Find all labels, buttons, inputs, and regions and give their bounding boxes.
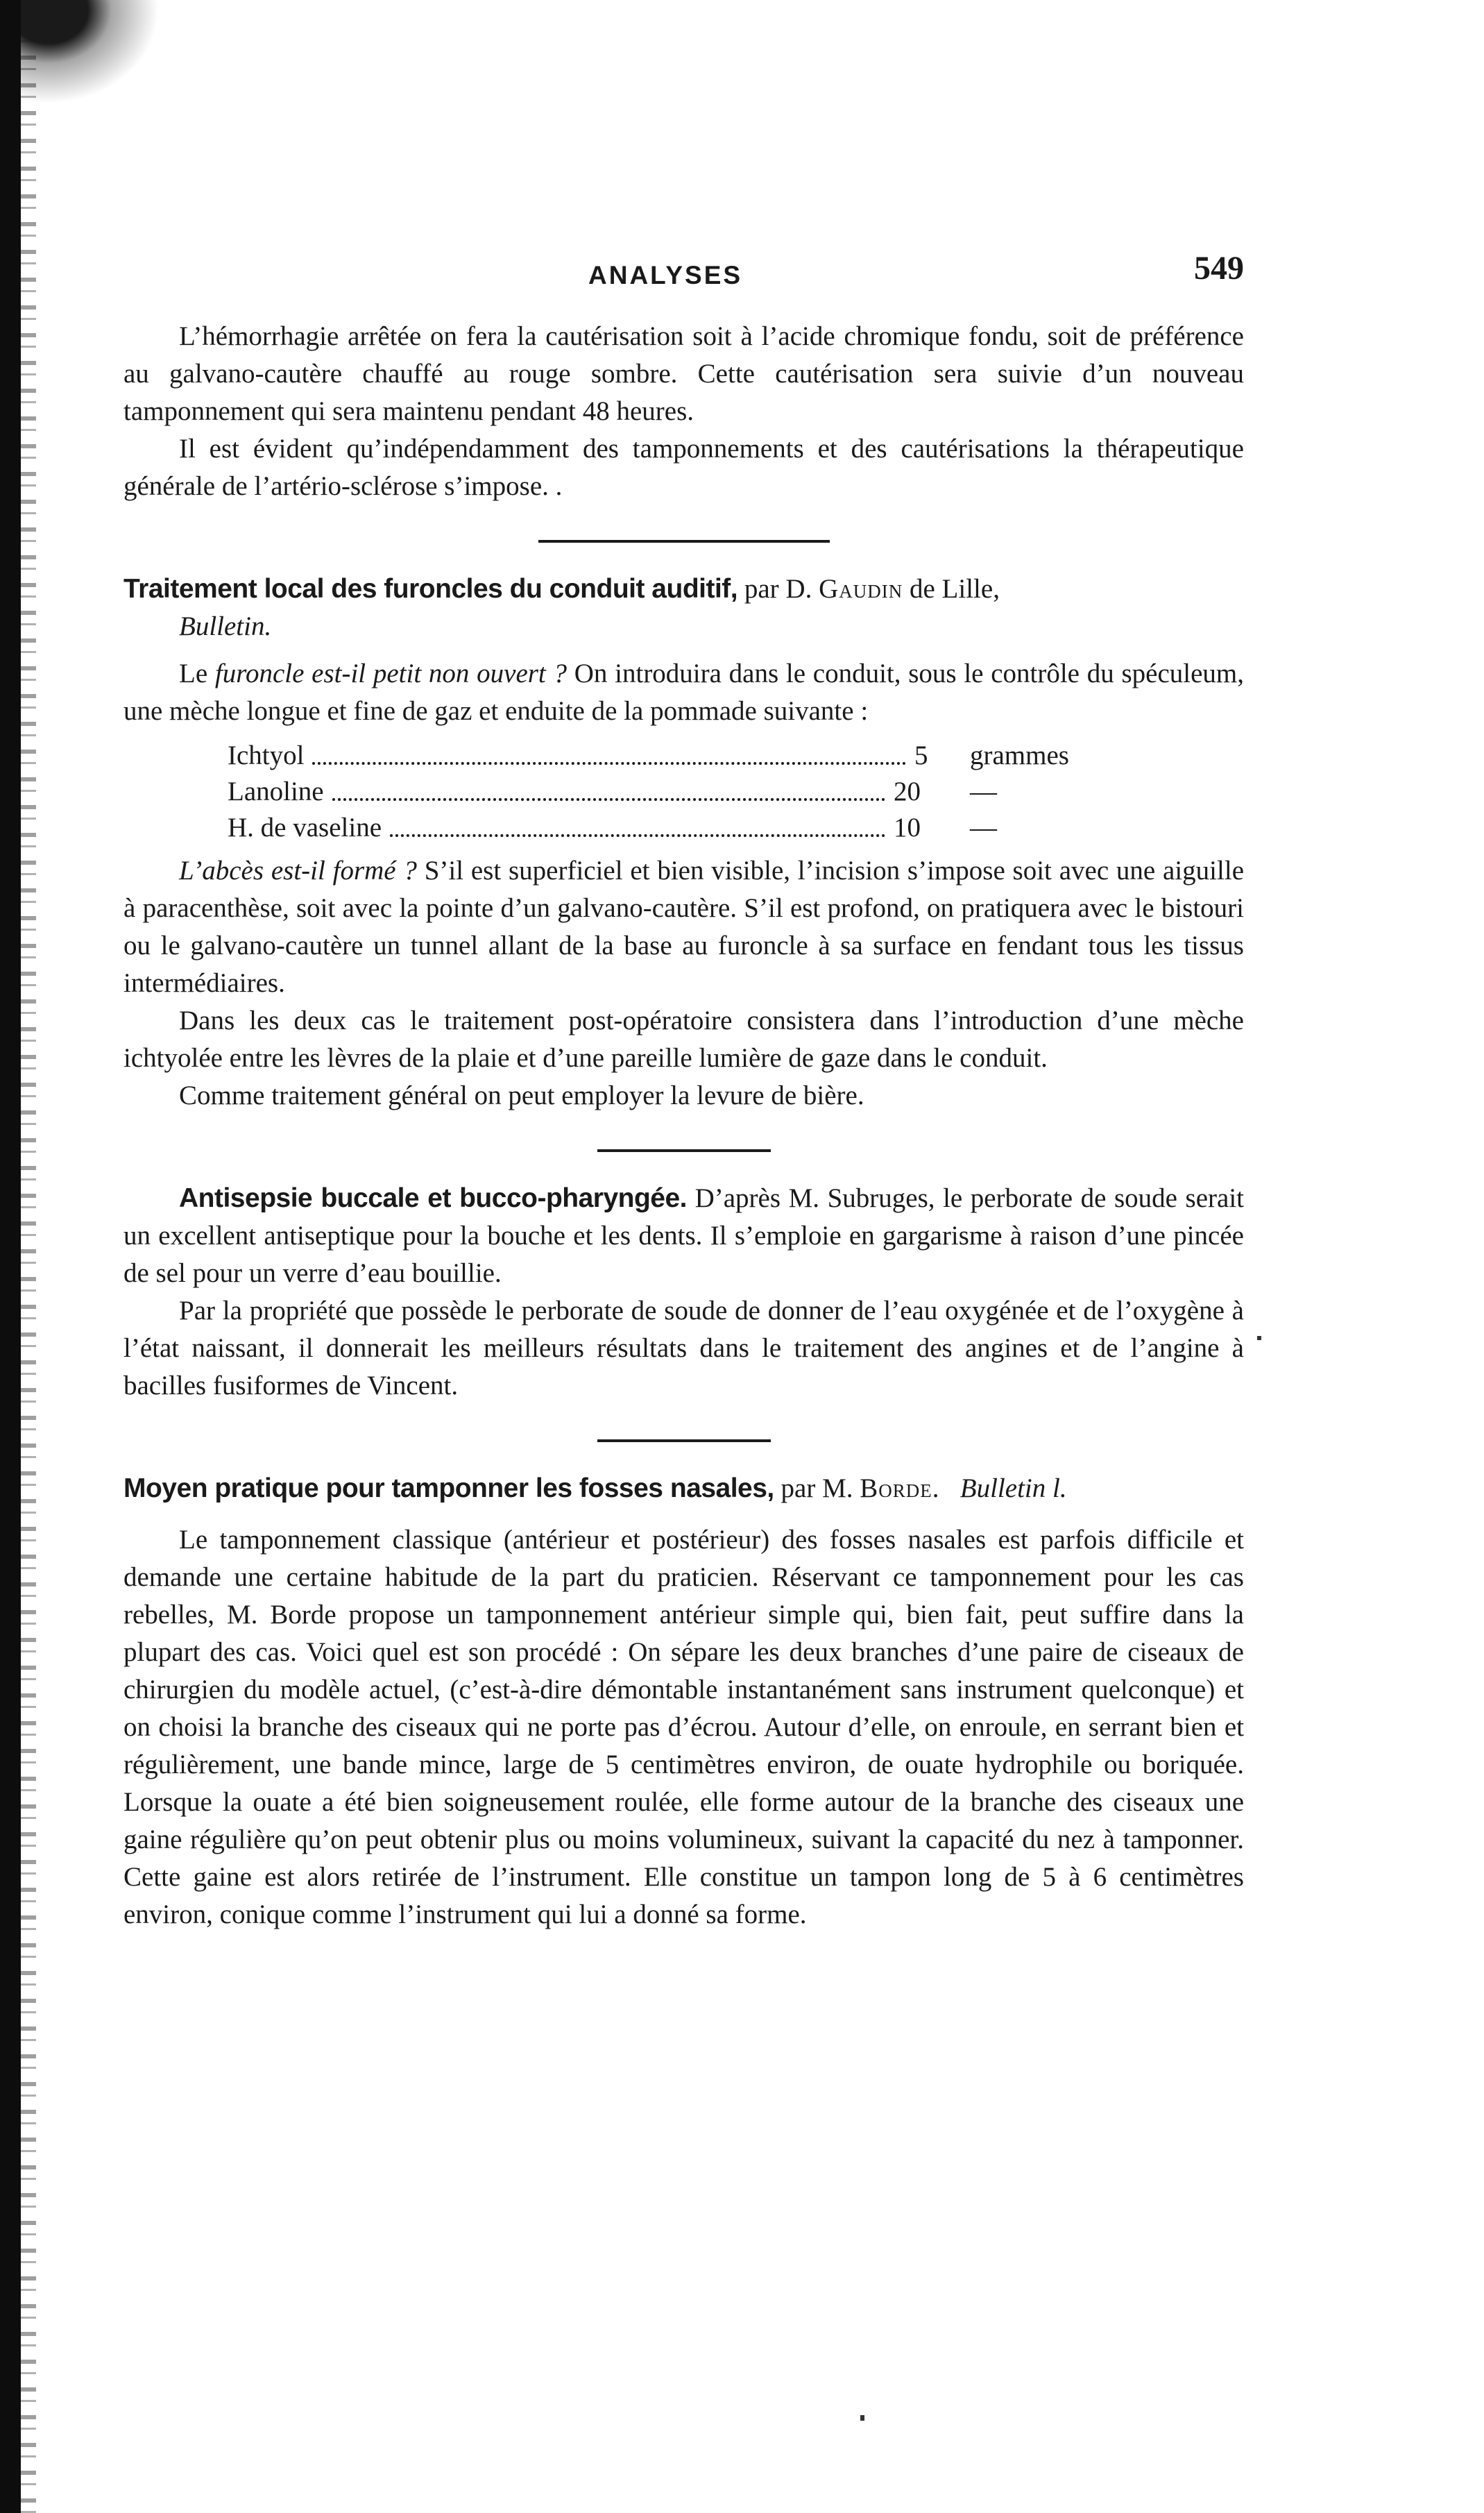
article-antisepsie-text: D’après M. Subruges, le perborate de soude serait un excellent antiseptique pour la bouche et les dents. Il s’emploie en gargarisme à raison d’une pincée de sel pour un verre d’eau bouillie. — [123, 1183, 1244, 1288]
article-furoncles-title: Traitement local des furoncles du conduit auditif, — [123, 574, 738, 604]
article-furoncles-by: par D. — [737, 574, 819, 604]
article-antisepsie-title: Antisepsie buccale et bucco-pharyngée. — [179, 1183, 688, 1213]
running-title: ANALYSES — [588, 261, 743, 289]
article-antisepsie — [123, 1180, 1244, 1405]
scan-speck — [860, 2415, 864, 2421]
intro-paragraph-1: L’hémorrhagie arrêtée on fera la cautérisation soit à l’acide chromique fondu, soit de préférence au galvano-cautère chauffé au rouge sombre. Cette cautérisation sera suivie d’un nouveau tamponnement qui sera maintenu pendant 48 heures. — [123, 321, 1244, 426]
section-divider-3 — [597, 1439, 771, 1442]
article-furoncles-q1-lead: Le — [179, 659, 215, 688]
article-furoncles — [123, 570, 1244, 1115]
article-tamponnement-heading — [123, 1470, 1244, 1507]
article-tamponnement-paragraph-1: Le tamponnement classique (antérieur et postérieur) des fosses nasales est parfois difficile et demande une certaine habitude de la part du praticien. Réservant ce tamponnement pour les cas rebelles, M. Borde propose un tamponnement antérieur simple qui, bien fait, peut suffire dans la plupart des cas. Voici quel est son procédé : On sépare les deux branches d’une paire de ciseaux de chirurgien du modèle actuel, (c’est-à-dire démontable instantanément sans instrument quelconque) et on choisi la branche des ciseaux qui ne porte pas d’écrou. Autour d’elle, on enroule, en serrant bien et régulièrement, une bande mince, large de 5 centimètres environ, de ouate hydrophile ou boriquée. Lorsque la ouate a été bien soigneusement roulée, elle forme autour de la branche des ciseaux une gaine régulière qu’on peut obtenir plus ou moins volumineux, suivant la capacité du nez à tamponner. Cette gaine est alors retirée de l’instrument. Elle constitue un tampon long de 5 à 6 centimètres environ, conique comme l’instrument qui lui a donné sa forme. — [123, 1525, 1244, 1929]
formula-row — [228, 809, 1129, 845]
formula-quantity: 10 — [894, 813, 921, 843]
article-furoncles-q1-text: On introduira dans le conduit, sous le contrôle du spéculeum, une mèche longue et fine de gaz et enduite de la pommade suivante : — [123, 659, 1244, 726]
formula-table — [228, 737, 1129, 845]
formula-row — [228, 773, 1129, 809]
article-furoncles-q2-text: S’il est superficiel et bien visible, l’incision s’impose soit avec une aiguille à paracenthèse, soit avec la pointe d’un galvano-cautère. S’il est profond, on pratiquera avec le bistouri ou le galvano-cautère un tunnel allant de la base au furoncle à sa surface en fendant tous les tissus intermédiaires. — [123, 856, 1245, 998]
formula-unit: — — [970, 813, 997, 843]
article-antisepsie-paragraph-2: Par la propriété que possède le perborate de soude de donner de l’eau oxygénée et de l’oxygène à l’état naissant, il donnerait les meilleurs résultats dans le traitement des angines et de l’angine à bacilles fusiformes de Vincent. — [123, 1296, 1244, 1401]
formula-unit: — — [970, 777, 997, 806]
article-furoncles-q2-question: L’abcès est-il formé ? — [179, 856, 417, 886]
article-furoncles-author: Gaudin — [819, 574, 903, 604]
page-number: 549 — [1194, 250, 1244, 287]
scan-binding-edge — [0, 0, 21, 2513]
formula-quantity: 20 — [894, 777, 921, 806]
scan-speck — [1257, 1336, 1261, 1340]
formula-leader-dots — [312, 745, 906, 765]
section-divider-1 — [538, 540, 830, 543]
formula-ingredient: H. de vaseline — [228, 813, 382, 843]
article-antisepsie-paragraph-1 — [123, 1180, 1244, 1292]
formula-ingredient: Ichtyol — [228, 741, 305, 770]
article-tamponnement-author: Borde. — [860, 1473, 940, 1503]
section-divider-2 — [597, 1149, 771, 1152]
article-furoncles-paragraph-4: Comme traitement général on peut employer la levure de bière. — [179, 1081, 864, 1110]
article-tamponnement-source: Bulletin l. — [960, 1473, 1067, 1503]
article-furoncles-source: Bulletin. — [179, 611, 272, 641]
scan-corner-blot — [21, 0, 160, 104]
article-tamponnement-title: Moyen pratique pour tamponner les fosses nasales, — [123, 1473, 774, 1503]
formula-quantity: 5 — [914, 741, 928, 770]
formula-leader-dots — [390, 818, 885, 837]
article-furoncles-after-author: de Lille, — [903, 574, 1000, 604]
page-content — [123, 250, 1244, 1934]
page-header — [123, 250, 1244, 291]
formula-leader-dots — [332, 781, 885, 801]
article-tamponnement — [123, 1470, 1244, 1934]
article-tamponnement-by: par M. — [774, 1473, 860, 1503]
article-furoncles-q1 — [123, 655, 1244, 730]
scan-edge-noise — [21, 0, 36, 2513]
formula-ingredient: Lanoline — [228, 777, 324, 806]
article-furoncles-q2 — [123, 852, 1244, 1002]
formula-unit: grammes — [970, 741, 1069, 770]
article-furoncles-heading — [123, 570, 1244, 645]
article-furoncles-q1-question: furoncle est-il petit non ouvert ? — [214, 659, 568, 688]
intro-paragraph-2: Il est évident qu’indépendamment des tamponnements et des cautérisations la thérapeutique générale de l’artério-sclérose s’impose. . — [123, 434, 1244, 501]
article-furoncles-paragraph-3: Dans les deux cas le traitement post-opératoire consistera dans l’introduction d’une mèche ichtyolée entre les lèvres de la plaie et d’une pareille lumière de gaze dans le conduit. — [123, 1006, 1244, 1073]
formula-row — [228, 737, 1129, 773]
